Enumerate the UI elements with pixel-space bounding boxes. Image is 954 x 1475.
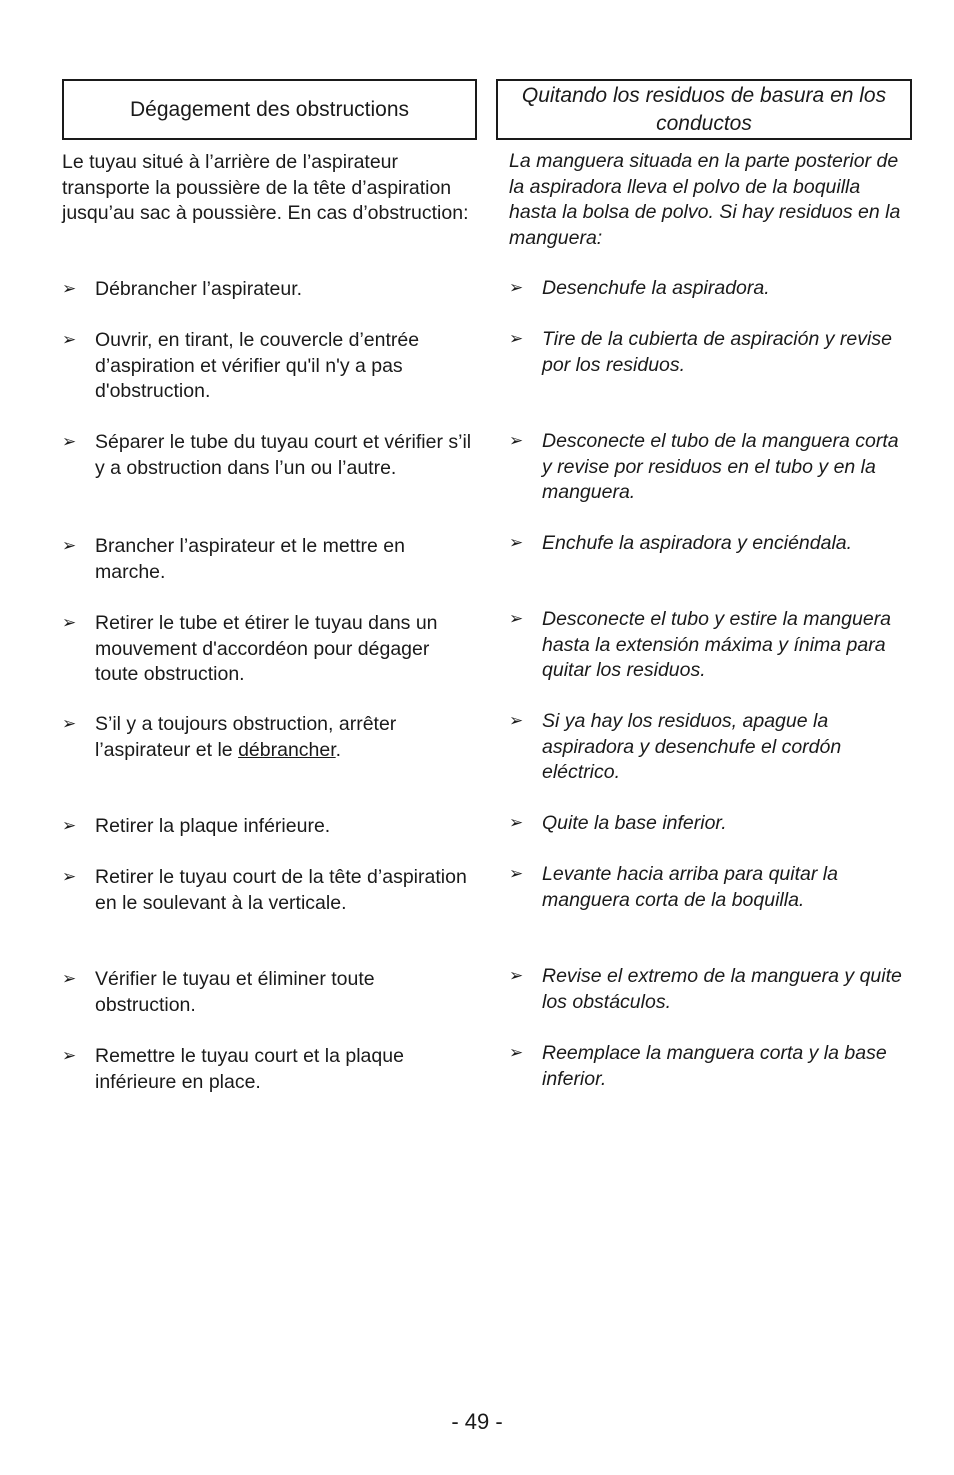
spanish-step-6 — [509, 709, 912, 786]
spanish-step-4 — [509, 531, 912, 557]
arrow-bullet-icon: ➢ — [509, 1043, 524, 1063]
french-step-7-text: Retirer la plaque inférieure. — [95, 815, 331, 837]
spanish-title-text: Quitando los residuos de basura en los conductos — [521, 83, 887, 135]
french-step-9-text: Vérifier le tuyau et éliminer toute obstruction. — [95, 968, 375, 1016]
arrow-bullet-icon: ➢ — [62, 613, 77, 633]
arrow-bullet-icon: ➢ — [62, 816, 77, 836]
spanish-step-10-text: Reemplace la manguera corta y la base inferior. — [542, 1042, 887, 1090]
spanish-step-5-text: Desconecte el tubo y estire la manguera hasta la extensión máxima y ínima para quitar los residuos. — [542, 608, 892, 681]
arrow-bullet-icon: ➢ — [509, 711, 524, 731]
arrow-bullet-icon: ➢ — [509, 533, 524, 553]
arrow-bullet-icon: ➢ — [62, 867, 77, 887]
spanish-step-5 — [509, 607, 912, 684]
arrow-bullet-icon: ➢ — [509, 278, 524, 298]
spanish-step-7-text: Quite la base inferior. — [542, 812, 727, 834]
spanish-intro: La manguera situada en la parte posterior de la aspiradora lleva el polvo de la boquilla hasta la bolsa de polvo. Si hay residuos en la manguera: — [509, 150, 901, 249]
spanish-step-6-text: Si ya hay los residuos, apague la aspiradora y desenchufe el cordón eléctrico. — [542, 710, 842, 783]
arrow-bullet-icon: ➢ — [62, 536, 77, 556]
french-step-2-text: Ouvrir, en tirant, le couvercle d’entrée d’aspiration et vérifier qu'il n'y a pas d'obstruction. — [95, 329, 420, 402]
french-step-4 — [62, 534, 477, 585]
french-step-3-text: Séparer le tube du tuyau court et vérifier s’il y a obstruction dans l’un ou l’autre. — [95, 431, 472, 479]
arrow-bullet-icon: ➢ — [62, 714, 77, 734]
arrow-bullet-icon: ➢ — [509, 813, 524, 833]
french-step-2 — [62, 328, 477, 405]
arrow-bullet-icon: ➢ — [62, 1046, 77, 1066]
arrow-bullet-icon: ➢ — [62, 279, 77, 299]
spanish-step-10 — [509, 1041, 912, 1092]
french-step-8-text: Retirer le tuyau court de la tête d’aspiration en le soulevant à la verticale. — [95, 866, 467, 914]
arrow-bullet-icon: ➢ — [509, 966, 524, 986]
spanish-step-2-text: Tire de la cubierta de aspiración y revise por los residuos. — [542, 328, 892, 376]
spanish-step-4-text: Enchufe la aspiradora y enciéndala. — [542, 532, 853, 554]
spanish-section-title — [496, 79, 912, 140]
french-step-6-text — [95, 712, 477, 763]
french-step-7 — [62, 814, 477, 840]
french-step-3 — [62, 430, 477, 481]
spanish-step-8-text: Levante hacia arriba para quitar la manguera corta de la boquilla. — [542, 863, 838, 911]
arrow-bullet-icon: ➢ — [509, 864, 524, 884]
page-number: - 49 - — [451, 1409, 503, 1434]
french-step-6-after: . — [335, 738, 342, 761]
french-step-1-text: Débrancher l’aspirateur. — [95, 278, 303, 300]
spanish-step-1 — [509, 276, 912, 302]
french-step-6-before: S’il y a toujours obstruction, arrêter l’aspirateur et le — [95, 713, 397, 761]
spanish-step-9 — [509, 964, 912, 1015]
french-column — [62, 79, 477, 1093]
french-step-9 — [62, 967, 477, 1018]
french-step-4-text: Brancher l’aspirateur et le mettre en marche. — [95, 535, 405, 583]
spanish-step-9-text: Revise el extremo de la manguera y quite los obstáculos. — [542, 965, 902, 1013]
french-step-6-underlined: débrancher — [238, 738, 336, 761]
spanish-column — [496, 79, 912, 1090]
arrow-bullet-icon: ➢ — [509, 609, 524, 629]
spanish-step-1-text: Desenchufe la aspiradora. — [542, 277, 770, 299]
spanish-step-7 — [509, 811, 912, 837]
arrow-bullet-icon: ➢ — [509, 329, 524, 349]
french-step-5 — [62, 611, 477, 688]
french-step-1 — [62, 277, 477, 303]
spanish-step-8 — [509, 862, 912, 913]
arrow-bullet-icon: ➢ — [62, 330, 77, 350]
arrow-bullet-icon: ➢ — [62, 969, 77, 989]
french-step-8 — [62, 865, 477, 916]
arrow-bullet-icon: ➢ — [509, 431, 524, 451]
french-step-10-text: Remettre le tuyau court et la plaque inférieure en place. — [95, 1045, 404, 1093]
spanish-step-2 — [509, 327, 912, 378]
arrow-bullet-icon: ➢ — [62, 432, 77, 452]
french-step-6 — [62, 712, 477, 763]
french-step-5-text: Retirer le tube et étirer le tuyau dans un mouvement d'accordéon pour dégager toute obstruction. — [95, 612, 438, 685]
french-step-10 — [62, 1044, 477, 1095]
spanish-step-3 — [509, 429, 912, 506]
spanish-step-3-text: Desconecte el tubo de la manguera corta y revise por residuos en el tubo y en la manguera. — [542, 430, 899, 503]
french-intro: Le tuyau situé à l’arrière de l’aspirateur transporte la poussière de la tête d’aspiration jusqu’au sac à poussière. En cas d’obstruction: — [62, 151, 469, 224]
french-title-text: Dégagement des obstructions — [130, 97, 409, 121]
french-section-title — [62, 79, 477, 140]
